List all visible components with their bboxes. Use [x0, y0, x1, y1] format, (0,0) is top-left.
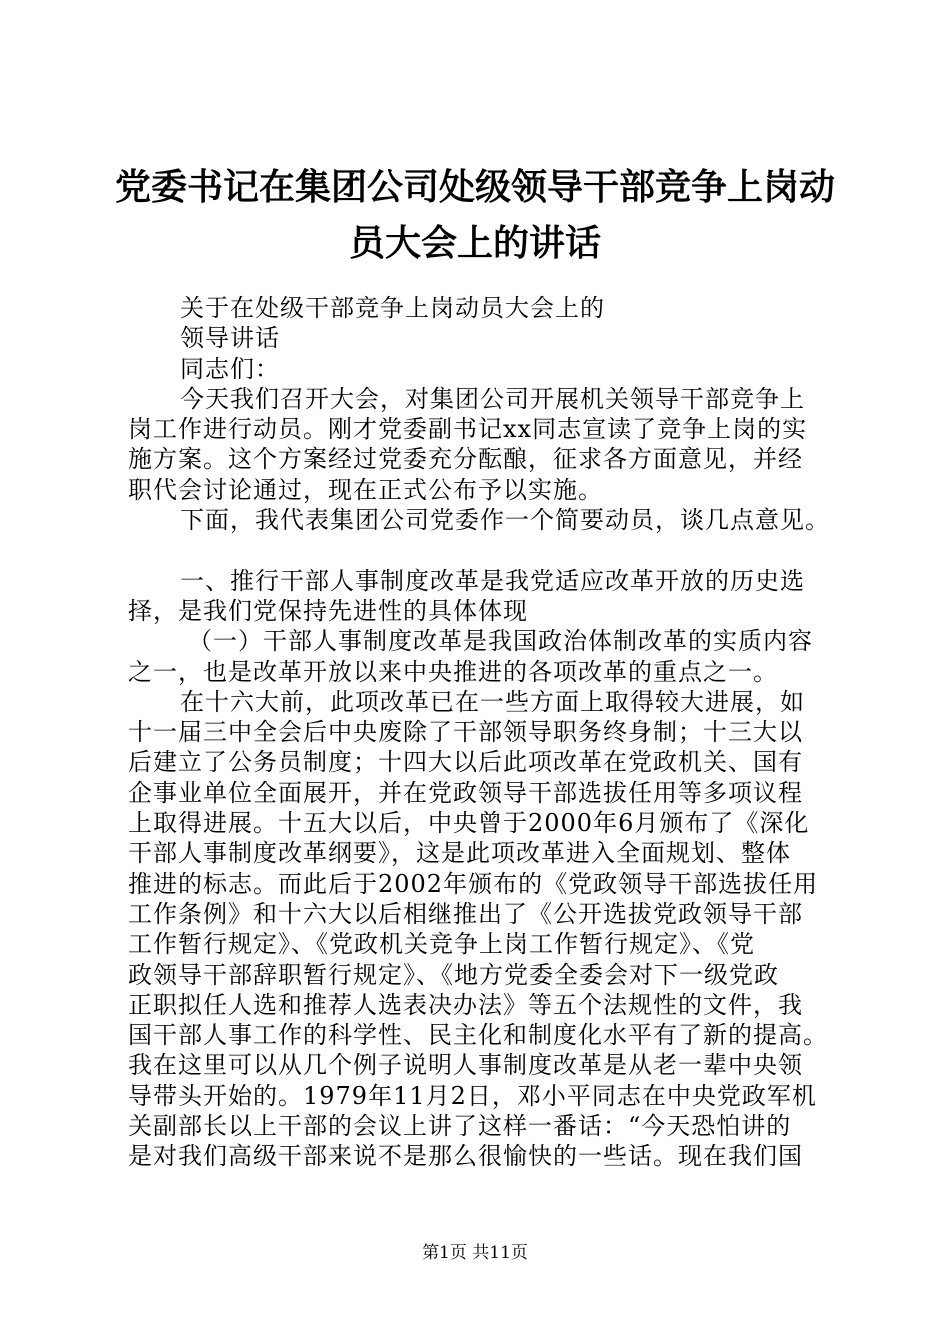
body-line: 干部人事制度改革纲要》，这是此项改革进入全面规划、整体 — [128, 839, 791, 868]
body-line: 关于在处级干部竞争上岗动员大会上的 — [180, 294, 605, 322]
body-line: 导带头开始的。1979年11月2日，邓小平同志在中央党政军机 — [128, 1081, 817, 1110]
body-line: 政领导干部辞职暂行规定》、《地方党委全委会对下一级党政 — [128, 960, 779, 989]
body-line: 在十六大前，此项改革已在一些方面上取得较大进展，如 — [180, 687, 805, 716]
body-line: 国干部人事工作的科学性、民主化和制度化水平有了新的提高。 — [128, 1021, 828, 1050]
body-line: （一）干部人事制度改革是我国政治体制改革的实质内容 — [188, 627, 813, 656]
body-line: 下面，我代表集团公司党委作一个简要动员，谈几点意见。 — [180, 506, 830, 535]
body-line: 岗工作进行动员。刚才党委副书记xx同志宣读了竞争上岗的实 — [128, 415, 808, 444]
document-body — [128, 293, 848, 1172]
body-line: 我在这里可以从几个例子说明人事制度改革是从老一辈中央领 — [128, 1051, 803, 1080]
document-title — [110, 160, 840, 272]
body-line: 关副部长以上干部的会议上讲了这样一番话：“今天恐怕讲的 — [128, 1112, 792, 1141]
body-line: 工作暂行规定》、《党政机关竞争上岗工作暂行规定》、《党 — [128, 930, 755, 959]
body-line: 领导讲话 — [180, 324, 280, 353]
blank-line — [128, 535, 848, 565]
body-line: 职代会讨论通过，现在正式公布予以实施。 — [128, 475, 603, 504]
body-line: 同志们： — [180, 354, 280, 383]
body-line: 是对我们高级干部来说不是那么很愉快的一些话。现在我们国 — [128, 1142, 803, 1171]
title-line: 员大会上的讲话 — [348, 223, 601, 264]
body-line: 之一，也是改革开放以来中央推进的各项改革的重点之一。 — [128, 657, 778, 686]
body-line: 上取得进展。十五大以后，中央曾于2000年6月颁布了《深化 — [128, 809, 810, 838]
body-line: 企事业单位全面展开，并在党政领导干部选拔任用等多项议程 — [128, 778, 803, 807]
body-line: 择，是我们党保持先进性的具体体现 — [128, 596, 528, 625]
page-footer: 第1页 共11页 — [422, 1243, 528, 1263]
body-line: 一、推行干部人事制度改革是我党适应改革开放的历史选 — [180, 566, 805, 595]
title-line: 党委书记在集团公司处级领导干部竞争上岗动 — [114, 167, 835, 208]
body-line: 后建立了公务员制度；十四大以后此项改革在党政机关、国有 — [128, 748, 803, 777]
body-line: 推进的标志。而此后于2002年颁布的《党政领导干部选拔任用 — [128, 869, 819, 898]
body-line: 十一届三中全会后中央废除了干部领导职务终身制；十三大以 — [128, 718, 803, 747]
body-line: 工作条例》和十六大以后相继推出了《公开选拔党政领导干部 — [128, 899, 803, 928]
body-line: 施方案。这个方案经过党委充分酝酿，征求各方面意见，并经 — [128, 445, 803, 474]
body-line: 今天我们召开大会，对集团公司开展机关领导干部竞争上 — [180, 384, 805, 413]
body-line: 正职拟任人选和推荐人选表决办法》等五个法规性的文件，我 — [128, 990, 803, 1019]
